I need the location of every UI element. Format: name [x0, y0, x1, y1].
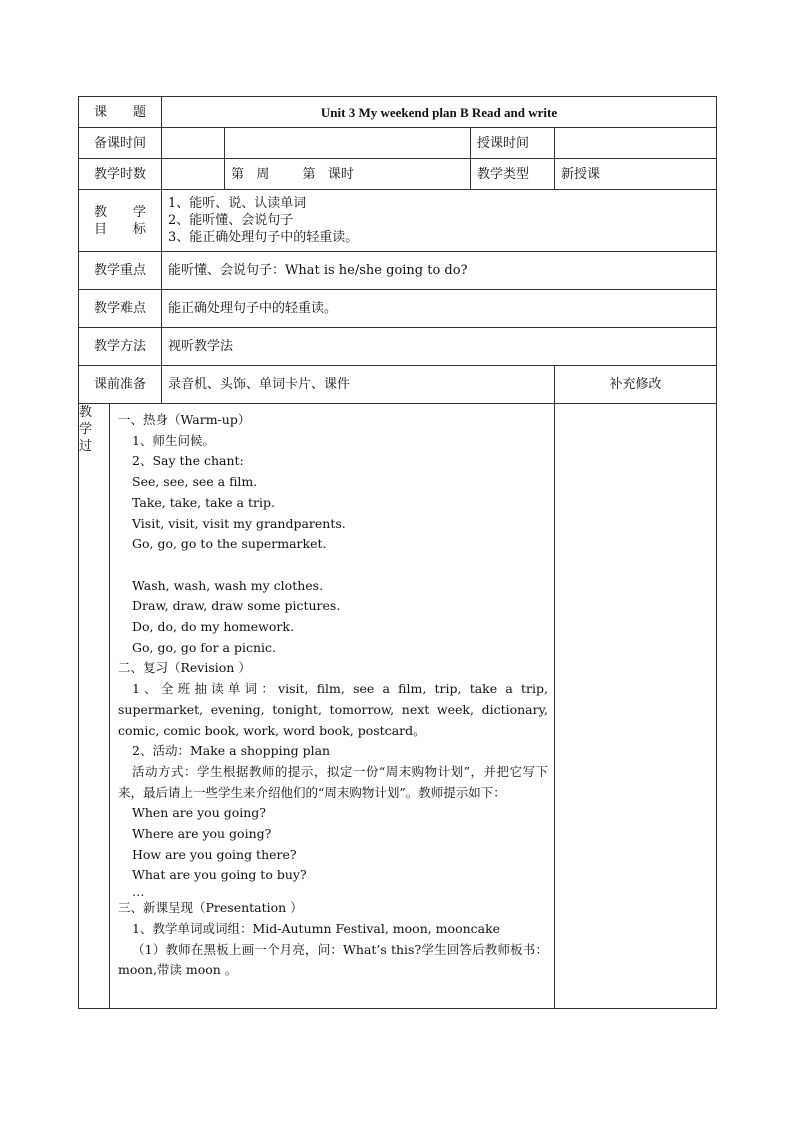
process-row [79, 404, 717, 1009]
method-value: 视听教学法 [162, 328, 717, 366]
hours-value [162, 159, 225, 190]
chant-line: Do, do, do my homework. [132, 619, 294, 635]
revision-column-label: 补充修改 [555, 366, 717, 404]
objectives-label-line1: 教 学 [93, 204, 146, 220]
process-label [79, 404, 110, 1008]
method-row [79, 328, 717, 366]
prompt-question: Where are you going? [132, 826, 272, 842]
difficulty-value: 能正确处理句子中的轻重读。 [162, 290, 717, 328]
prep-time-label: 备课时间 [79, 128, 162, 159]
objective-item: 2、能听懂、会说句子 [168, 213, 294, 228]
chant-line: Go, go, go for a picnic. [132, 639, 276, 655]
chant-line: Visit, visit, visit my grandparents. [132, 515, 346, 531]
chant-line [118, 555, 548, 576]
activity-description: 活动方式：学生根据教师的提示，拟定一份“周末购物计划”，并把它写下来，最后请上一些学生来介绍他们的“周末购物计划”。教师提示如下： [118, 763, 548, 800]
objectives-label-line2: 目 标 [93, 221, 146, 237]
objective-item: 1、能听、说、认读单词 [168, 196, 307, 211]
teach-time-value [555, 128, 717, 159]
objectives-list [162, 190, 717, 252]
prep-row [79, 366, 717, 404]
method-label: 教学方法 [79, 328, 162, 366]
presentation-title: 三、新课呈现（Presentation ） [118, 900, 303, 916]
type-value: 新授课 [555, 159, 717, 190]
warmup-step: 2、Say the chant: [132, 453, 244, 469]
process-label-char: 学 [79, 422, 93, 437]
chant-line: Go, go, go to the supermarket. [132, 536, 327, 552]
presentation-step-detail: （1）教师在黑板上画一个月亮，问：What’s this?学生回答后教师板书：moon,带读 moon 。 [118, 941, 548, 978]
process-label-char: 教 [79, 405, 93, 420]
prep-value: 录音机、头饰、单词卡片、课件 [162, 366, 555, 404]
prompt-question: What are you going to buy? [132, 867, 307, 883]
lesson-plan-table [78, 96, 717, 1009]
prompt-ellipsis: … [132, 884, 145, 900]
prep-time-value-a [162, 128, 225, 159]
lesson-title: Unit 3 My weekend plan B Read and write [162, 97, 717, 128]
revision-activity-title: 2、活动：Make a shopping plan [132, 743, 331, 759]
revision-notes-cell [555, 404, 717, 1009]
prep-time-value [225, 128, 471, 159]
difficulty-row [79, 290, 717, 328]
key-point-row [79, 252, 717, 290]
key-point-label: 教学重点 [79, 252, 162, 290]
week-period: 第 周 第 课时 [225, 159, 471, 190]
objectives-label [79, 190, 162, 252]
process-container [79, 404, 555, 1009]
teaching-process-content [110, 404, 554, 1008]
chant-line: See, see, see a film. [132, 474, 258, 490]
revision-title: 二、复习（Revision ） [118, 660, 251, 676]
warmup-title: 一、热身（Warm-up） [118, 412, 251, 427]
hours-row [79, 159, 717, 190]
prep-label: 课前准备 [79, 366, 162, 404]
teach-time-label: 授课时间 [471, 128, 555, 159]
key-point-value: 能听懂、会说句子：What is he/she going to do? [162, 252, 717, 290]
prompt-question: How are you going there? [132, 846, 297, 862]
prompt-question: When are you going? [132, 805, 267, 821]
prep-time-row [79, 128, 717, 159]
revision-words: 1、全班抽读单词：visit, film, see a film, trip, take a trip, supermarket, evening, tonight, tomorrow, next week, dictionary, comic, comic book, work, word book, postcard。 [118, 681, 548, 738]
chant-line: Take, take, take a trip. [132, 494, 275, 510]
objectives-row [79, 190, 717, 252]
hours-label: 教学时数 [79, 159, 162, 190]
chant-line: Draw, draw, draw some pictures. [132, 598, 341, 614]
topic-label: 课 题 [79, 97, 162, 128]
difficulty-label: 教学难点 [79, 290, 162, 328]
objective-item: 3、能正确处理句子中的轻重读。 [168, 230, 359, 245]
chant-line: Wash, wash, wash my clothes. [132, 577, 324, 593]
warmup-step: 1、师生问候。 [132, 432, 215, 448]
process-label-char: 过 [79, 439, 93, 454]
presentation-step: 1、教学单词或词组：Mid-Autumn Festival, moon, mooncake [132, 920, 501, 936]
type-label: 教学类型 [471, 159, 555, 190]
topic-row [79, 97, 717, 128]
